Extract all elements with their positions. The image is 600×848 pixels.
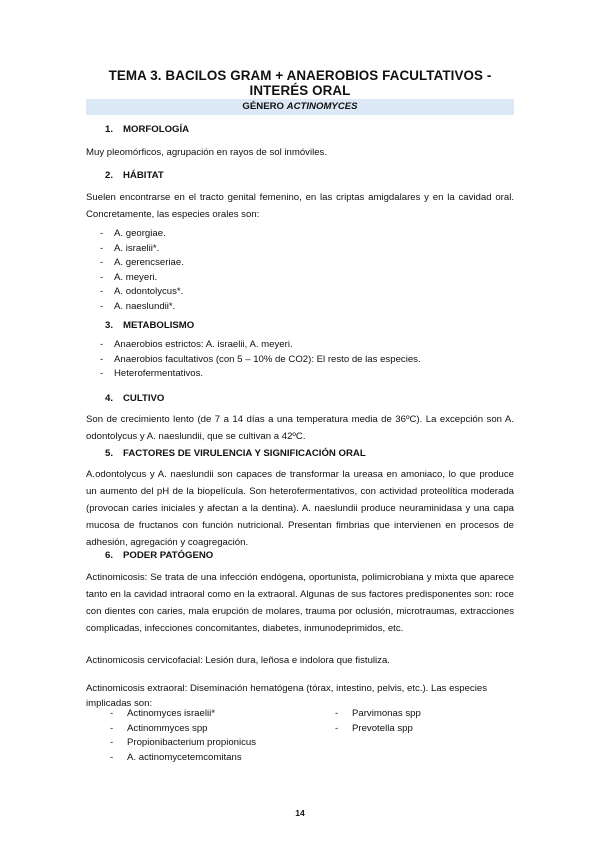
cultivo-paragraph: Son de crecimiento lento (de 7 a 14 días a una temperatura media de 36ºC). La excepción son A. odontolycus y A. naeslundii, que se cultivan a 42ºC. bbox=[86, 414, 514, 442]
list-item: - Actinommyces spp bbox=[110, 722, 208, 734]
section-title: HÁBITAT bbox=[123, 170, 164, 181]
section-heading-cultivo bbox=[105, 393, 164, 404]
section-title: MORFOLOGÍA bbox=[123, 124, 190, 135]
genus-header bbox=[86, 99, 514, 115]
genus-name: ACTINOMYCES bbox=[286, 101, 358, 112]
list-item: - A. gerencseriae. bbox=[100, 257, 184, 268]
cervicofacial-paragraph: Actinomicosis cervicofacial: Lesión dura, leñosa e indolora que fistuliza. bbox=[86, 655, 390, 666]
section-number: 2. bbox=[105, 170, 114, 181]
section-number: 3. bbox=[105, 320, 114, 331]
list-item: - A. israelii*. bbox=[100, 242, 160, 254]
list-item: - A. actinomycetemcomitans bbox=[110, 751, 242, 763]
page-number: 14 bbox=[295, 808, 305, 818]
list-item: - A. georgiae. bbox=[100, 228, 166, 239]
species-list-left bbox=[110, 707, 256, 765]
habitat-paragraph: Suelen encontrarse en el tracto genital femenino, en las criptas amigdalares y en la cavidad oral. Concretamente, las especies orales son: bbox=[86, 192, 514, 220]
section-heading-habitat bbox=[105, 170, 164, 181]
list-item: - Actinomyces israelii* bbox=[110, 708, 215, 719]
section-heading-poder-patogeno bbox=[105, 550, 213, 561]
page-title: TEMA 3. BACILOS GRAM + ANAEROBIOS FACULTATIVOS - INTERÉS ORAL bbox=[108, 68, 492, 98]
list-item: - A. naeslundii*. bbox=[100, 300, 176, 312]
section-heading-virulencia bbox=[105, 448, 366, 459]
section-number: 6. bbox=[105, 550, 114, 561]
list-item: - Parvimonas spp bbox=[335, 708, 421, 719]
list-item: - Heterofermentativos. bbox=[100, 368, 204, 379]
metabolismo-list bbox=[100, 338, 421, 382]
genus-prefix: GÉNERO bbox=[242, 101, 287, 112]
list-item: - Propionibacterium propionicus bbox=[110, 737, 257, 748]
extraoral-paragraph: Actinomicosis extraoral: Diseminación hematógena (tórax, intestino, pelvis, etc.). Las especies implicadas son: bbox=[86, 683, 487, 709]
section-title: CULTIVO bbox=[123, 393, 165, 404]
list-item: - Anaerobios facultativos (con 5 – 10% de CO2): El resto de las especies. bbox=[100, 353, 421, 365]
section-number: 1. bbox=[105, 124, 114, 135]
section-title: FACTORES DE VIRULENCIA Y SIGNIFICACIÓN ORAL bbox=[123, 448, 366, 459]
list-item: - A. odontolycus*. bbox=[100, 286, 184, 297]
section-title: METABOLISMO bbox=[123, 320, 195, 331]
list-item: - Prevotella spp bbox=[335, 722, 413, 734]
species-list-right bbox=[335, 707, 421, 736]
section-number: 5. bbox=[105, 448, 114, 459]
section-number: 4. bbox=[105, 393, 114, 404]
habitat-species-list bbox=[100, 227, 184, 314]
morfologia-paragraph: Muy pleomórficos, agrupación en rayos de sol inmóviles. bbox=[86, 147, 328, 158]
section-heading-morfologia bbox=[105, 124, 189, 135]
list-item: - A. meyeri. bbox=[100, 271, 158, 283]
actinomicosis-paragraph: Actinomicosis: Se trata de una infección endógena, oportunista, polimicrobiana y mixta que aparece tanto en la cavidad intraoral como en la extraoral. Algunas de sus factores predisponentes son: roce con dientes con caries, mala erupción de molares, trauma por oclusión, microtraumas, extracciones complicadas, infecciones concomitantes, diabetes, inmunodeprimidos, etc. bbox=[86, 572, 514, 634]
section-heading-metabolismo bbox=[105, 320, 194, 331]
section-title: PODER PATÓGENO bbox=[123, 550, 214, 561]
virulencia-paragraph: A.odontolycus y A. naeslundii son capaces de transformar la ureasa en amoniaco, lo que produce un aumento del pH de la biopelícula. Son heterofermentativos, con actividad proteolítica moderada (provocan caries iniciales y afectan a la dentina). A. naeslundii produce neuraminidasa y una capa mucosa de fructanos con función nutricional. Presentan fimbrias que intervienen en procesos de adhesión, agregación y coagregación. bbox=[86, 469, 514, 548]
list-item: - Anaerobios estrictos: A. israelii, A. meyeri. bbox=[100, 339, 293, 350]
